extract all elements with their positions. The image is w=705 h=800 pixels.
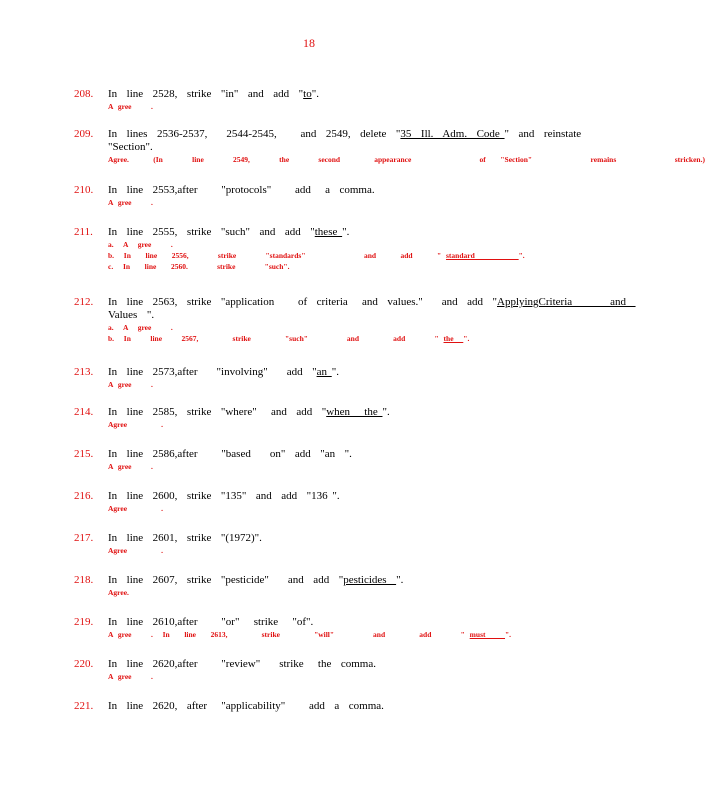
text-segment: In line 2601, strike "(1972)".: [108, 532, 262, 544]
text-segment: " and reinstate: [504, 128, 582, 140]
agency-response: [108, 419, 554, 430]
item-body: [108, 532, 554, 556]
agency-response: [108, 379, 554, 390]
text-segment: b. In line 2556, strike "standards" and add ": [108, 251, 446, 260]
underlined-text: standard: [446, 251, 519, 260]
item-body: [108, 184, 554, 208]
item-body: [108, 128, 705, 165]
underlined-text: to: [303, 88, 312, 100]
text-segment: A gree .: [108, 672, 153, 681]
instruction-line: [108, 296, 636, 309]
item-number: 209.: [74, 128, 94, 140]
text-segment: In line 2555, strike "such" and add ": [108, 226, 315, 238]
item-body: [108, 616, 554, 640]
item-number: 216.: [74, 490, 94, 502]
item-number: 215.: [74, 448, 94, 460]
agency-response: [108, 587, 554, 598]
agency-response: [108, 671, 554, 682]
agency-response: [108, 261, 554, 272]
item-number: 214.: [74, 406, 94, 418]
item-number: 218.: [74, 574, 94, 586]
text-segment: In line 2553,after "protocols" add a comma.: [108, 184, 375, 196]
item-body: [108, 296, 636, 344]
underlined-text: an: [316, 366, 332, 378]
item-number: 217.: [74, 532, 94, 544]
text-segment: In line 2600, strike "135" and add "136 ".: [108, 490, 340, 502]
amendment-item: [74, 88, 554, 112]
amendment-item: [74, 226, 554, 272]
text-segment: In line 2620,after "review" strike the comma.: [108, 658, 376, 670]
instruction-line: [108, 616, 554, 629]
underlined-text: must: [469, 630, 506, 639]
item-body: [108, 406, 554, 430]
text-segment: ".: [463, 334, 470, 343]
text-segment: ".: [518, 251, 525, 260]
agency-response: [108, 333, 554, 344]
instruction-line: [108, 532, 554, 545]
text-segment: Agree.: [108, 588, 129, 597]
amendment-item: [74, 700, 554, 713]
item-body: [108, 700, 554, 713]
text-segment: A gree .: [108, 102, 153, 111]
agency-response: [108, 461, 554, 472]
agency-response: [108, 239, 554, 250]
text-segment: Values ".: [108, 309, 155, 321]
amendment-item: [74, 184, 554, 208]
text-segment: In line 2586,after "based on" add "an ".: [108, 448, 352, 460]
text-segment: ".: [396, 574, 404, 586]
agency-response: [108, 322, 554, 333]
item-number: 219.: [74, 616, 94, 628]
page-number: 18: [303, 36, 315, 50]
text-segment: c. In line 2560. strike "such".: [108, 262, 290, 271]
text-segment: In line 2620, after "applicability" add a comma.: [108, 700, 384, 712]
item-number: 212.: [74, 296, 94, 308]
agency-response: [108, 101, 554, 112]
agency-response: [108, 250, 554, 261]
amendment-item: [74, 490, 554, 514]
text-segment: A gree .: [108, 198, 153, 207]
instruction-line: [108, 490, 554, 503]
item-number: 210.: [74, 184, 94, 196]
instruction-line: [108, 309, 554, 322]
item-number: 211.: [74, 226, 93, 238]
instruction-line: [108, 128, 582, 141]
instruction-line: [108, 366, 554, 379]
instruction-line: [108, 406, 554, 419]
text-segment: A gree .: [108, 380, 153, 389]
text-segment: ".: [342, 226, 350, 238]
underlined-text: the: [443, 334, 464, 343]
item-body: [108, 658, 554, 682]
amendment-item: [74, 616, 554, 640]
agency-response: [108, 503, 554, 514]
agency-response: [108, 545, 554, 556]
text-segment: A gree . In line 2613, strike "will" and add ": [108, 630, 470, 639]
text-segment: b. In line 2567, strike "such" and add ": [108, 334, 444, 343]
text-segment: ".: [311, 88, 319, 100]
amendment-item: [74, 574, 554, 598]
text-segment: In line 2610,after "or" strike "of".: [108, 616, 314, 628]
item-body: [108, 490, 554, 514]
item-number: 220.: [74, 658, 94, 670]
text-segment: a. A gree .: [108, 323, 173, 332]
text-segment: In line 2528, strike "in" and add ": [108, 88, 304, 100]
instruction-line: [108, 141, 554, 154]
instruction-line: [108, 700, 554, 713]
text-segment: ".: [382, 406, 390, 418]
item-number: 213.: [74, 366, 94, 378]
instruction-line: [108, 184, 554, 197]
item-body: [108, 226, 554, 272]
instruction-line: [108, 448, 554, 461]
underlined-text: when the: [326, 406, 383, 418]
underlined-text: 35 Ill. Adm. Code: [400, 128, 505, 140]
item-body: [108, 448, 554, 472]
amendment-item: [74, 366, 554, 390]
instruction-line: [108, 226, 554, 239]
item-body: [108, 366, 554, 390]
instruction-line: [108, 574, 554, 587]
text-segment: a. A gree .: [108, 240, 173, 249]
item-body: [108, 574, 554, 598]
text-segment: In line 2563, strike "application of criteria and values." and add ": [108, 296, 497, 308]
text-segment: In line 2607, strike "pesticide" and add ": [108, 574, 344, 586]
text-segment: In line 2585, strike "where" and add ": [108, 406, 327, 418]
amendment-item: [74, 128, 705, 165]
text-segment: In lines 2536-2537, 2544-2545, and 2549, delete ": [108, 128, 401, 140]
amendment-item: [74, 532, 554, 556]
amendment-item: [74, 448, 554, 472]
underlined-text: ApplyingCriteria and: [497, 296, 636, 308]
item-body: [108, 88, 554, 112]
amendment-item: [74, 406, 554, 430]
agency-response: [108, 154, 705, 165]
amendment-item: [74, 296, 636, 344]
text-segment: Agree .: [108, 420, 164, 429]
instruction-line: [108, 658, 554, 671]
agency-response: [108, 629, 554, 640]
instruction-line: [108, 88, 554, 101]
item-number: 221.: [74, 700, 94, 712]
text-segment: In line 2573,after "involving" add ": [108, 366, 317, 378]
text-segment: Agree. (In line 2549, the second appearance of "Section" remains stricken.): [108, 155, 705, 164]
item-number: 208.: [74, 88, 94, 100]
text-segment: Agree .: [108, 546, 164, 555]
text-segment: "Section".: [108, 141, 153, 153]
amendment-item: [74, 658, 554, 682]
underlined-text: pesticides: [343, 574, 397, 586]
text-segment: A gree .: [108, 462, 153, 471]
text-segment: Agree .: [108, 504, 164, 513]
agency-response: [108, 197, 554, 208]
underlined-text: these: [314, 226, 343, 238]
text-segment: ".: [505, 630, 512, 639]
text-segment: ".: [331, 366, 339, 378]
